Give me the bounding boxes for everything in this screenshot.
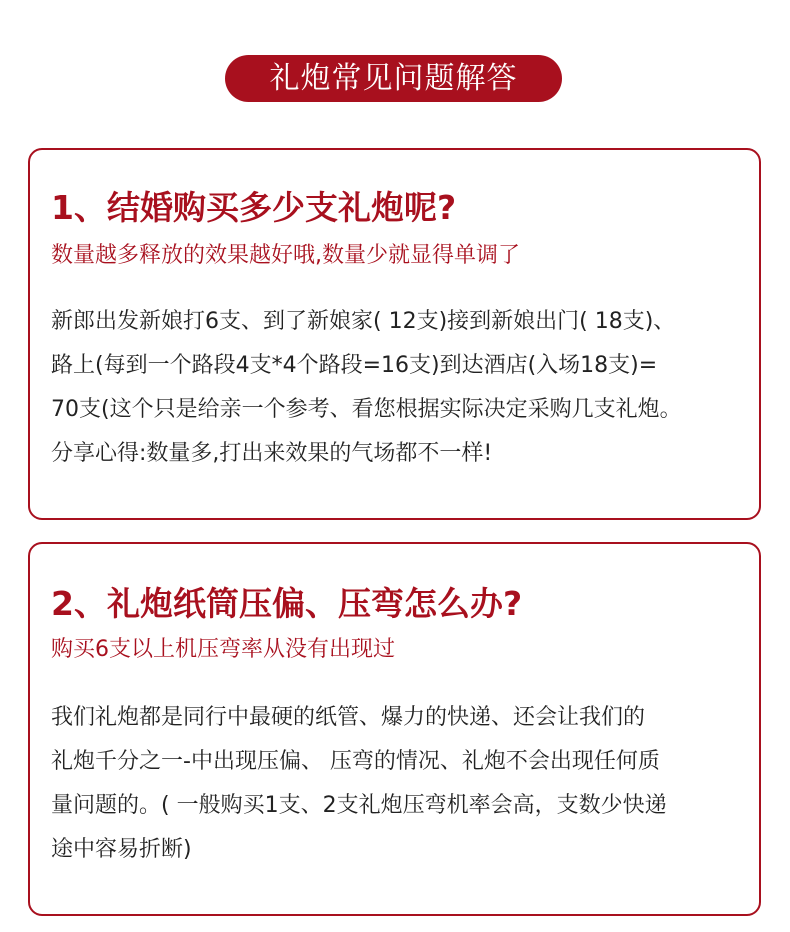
faq-answer-body (51, 696, 751, 872)
faq-answer-line: 70支(这个只是给亲一个参考、看您根据实际决定采购几支礼炮。 (51, 397, 682, 422)
faq-answer-summary: 数量越多释放的效果越好哦,数量少就显得单调了 (51, 243, 520, 268)
faq-card-2 (28, 542, 761, 916)
faq-answer-line: 新郎出发新娘打6支、到了新娘家( 12支)接到新娘出门( 18支)、 (51, 309, 676, 334)
page-title: 礼炮常见问题解答 (225, 55, 562, 102)
faq-answer-line: 路上(每到一个路段4支*4个路段=16支)到达酒店(入场18支)= (51, 353, 658, 378)
faq-card-1 (28, 148, 761, 520)
faq-answer-line: 途中容易折断) (51, 837, 192, 862)
faq-answer-line: 分享心得:数量多,打出来效果的气场都不一样! (51, 441, 493, 466)
faq-question: 1、结婚购买多少支礼炮呢? (51, 188, 457, 227)
faq-answer-line: 我们礼炮都是同行中最硬的纸管、爆力的快递、还会让我们的 (51, 705, 646, 730)
faq-answer-line: 礼炮千分之一-中出现压偏、 压弯的情况、礼炮不会出现任何质 (51, 749, 660, 774)
faq-answer-summary: 购买6支以上机压弯率从没有出现过 (51, 637, 395, 662)
faq-answer-body (51, 300, 751, 476)
faq-answer-line: 量问题的。( 一般购买1支、2支礼炮压弯机率会高，支数少快递 (51, 793, 667, 818)
faq-question: 2、礼炮纸筒压偏、压弯怎么办? (51, 584, 523, 623)
